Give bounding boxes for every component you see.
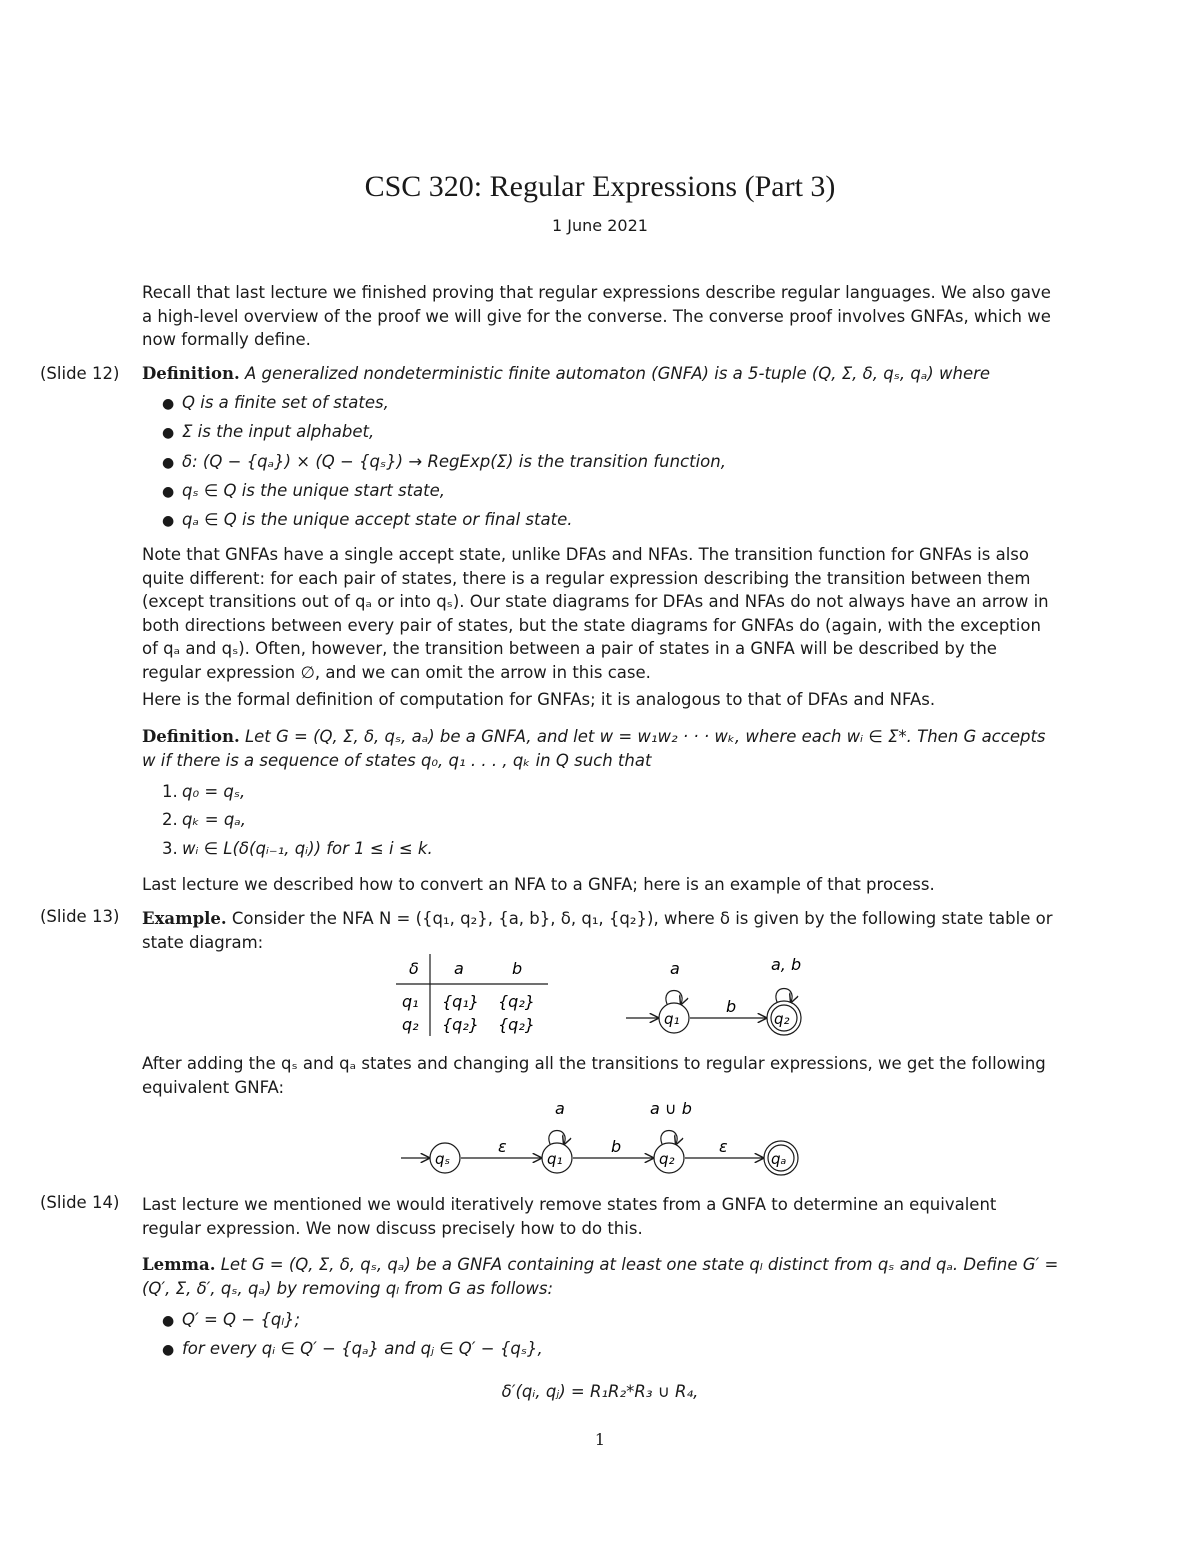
table-cell: q₂: [402, 1015, 419, 1034]
list-item: Q′ = Q − {qₗ};: [182, 1310, 301, 1329]
edge-label: b: [726, 997, 737, 1016]
list-number: 3.: [162, 839, 178, 858]
definition-label: Definition.: [142, 364, 240, 383]
definition-text: A generalized nondeterministic finite automaton (GNFA) is a 5-tuple (Q, Σ, δ, qₛ, qₐ) where: [244, 364, 991, 383]
formal-paragraph: Here is the formal definition of computation for GNFAs; it is analogous to that of DFAs and NFAs.: [142, 690, 936, 709]
table-cell: {q₁}: [442, 992, 479, 1011]
slide-12-label: (Slide 12): [40, 364, 120, 383]
date: 1 June 2021: [552, 216, 648, 235]
note-paragraph: Note that GNFAs have a single accept state, unlike DFAs and NFAs. The transition function for GNFAs is also quite different: for each pair of states, there is a regular expression describing the transition between them (except transitions out of qₐ or into qₛ). Our state diagrams for DFAs and NFAs do not always have an arrow in both directions between every pair of states, but the state diagrams for GNFAs do (again, with the exception of qₐ and qₛ). Often, however, the transition between a pair of states in a GNFA will be described by the regular expression ∅, and we can omit the arrow in this case.: [142, 545, 1049, 682]
bullet-icon: ●: [162, 513, 175, 529]
list-item: Q is a finite set of states,: [182, 393, 389, 412]
state-label: qₛ: [435, 1150, 451, 1168]
lemma-paragraph: [142, 1253, 1060, 1300]
table-cell: {q₂}: [442, 1015, 479, 1034]
bullet-icon: ●: [162, 1313, 175, 1329]
bullet-icon: ●: [162, 1342, 175, 1358]
example-paragraph: [142, 907, 1060, 954]
last-lecture-paragraph: Last lecture we described how to convert an NFA to a GNFA; here is an example of that process.: [142, 875, 935, 894]
slide-13-label: (Slide 13): [40, 907, 120, 926]
edge-label: b: [611, 1137, 622, 1156]
definition-text: Let G = (Q, Σ, δ, qₛ, aₐ) be a GNFA, and let w = w₁w₂ · · · wₖ, where each wᵢ ∈ Σ*. Then G accepts w if there is a sequence of states q₀, q₁ . . . , qₖ in Q such that: [142, 727, 1046, 770]
loop-label: a: [670, 959, 680, 978]
list-number: 1.: [162, 782, 178, 801]
bullet-icon: ●: [162, 425, 175, 441]
list-item: wᵢ ∈ L(δ(qᵢ₋₁, qᵢ)) for 1 ≤ i ≤ k.: [182, 839, 433, 858]
list-item: qₖ = qₐ,: [182, 810, 246, 829]
bullet-icon: ●: [162, 396, 175, 412]
example-text: Consider the NFA N = ({q₁, q₂}, {a, b}, δ, q₁, {q₂}), where δ is given by the following state table or state diagram:: [142, 909, 1053, 952]
lemma-text: Let G = (Q, Σ, δ, qₛ, qₐ) be a GNFA containing at least one state qₗ distinct from qₛ and qₐ. Define G′ = (Q′, Σ, δ′, qₛ, qₐ) by removing qₗ from G as follows:: [142, 1255, 1059, 1298]
state-table: [390, 952, 560, 1042]
list-number: 2.: [162, 810, 178, 829]
loop-label: a, b: [771, 955, 802, 974]
loop-label: a ∪ b: [650, 1099, 692, 1118]
definition-label: Definition.: [142, 727, 240, 746]
formula: δ′(qᵢ, qⱼ) = R₁R₂*R₃ ∪ R₄,: [501, 1382, 699, 1401]
state-label: qₐ: [771, 1150, 787, 1168]
list-item: for every qᵢ ∈ Q′ − {qₐ} and qⱼ ∈ Q′ − {qₛ},: [182, 1339, 543, 1358]
state-label: q₂: [659, 1150, 675, 1168]
state-label: q₂: [774, 1010, 790, 1028]
list-item: Σ is the input alphabet,: [182, 422, 375, 441]
table-cell: q₁: [402, 992, 419, 1011]
state-label: q₁: [664, 1010, 680, 1028]
gnfa-state-diagram: [395, 1094, 815, 1178]
list-item: δ: (Q − {qₐ}) × (Q − {qₛ}) → RegExp(Σ) is the transition function,: [182, 452, 726, 471]
table-cell: {q₂}: [498, 1015, 535, 1034]
bullet-icon: ●: [162, 484, 175, 500]
table-header: a: [454, 959, 464, 978]
definition-computation: [142, 725, 1060, 772]
after-paragraph: After adding the qₛ and qₐ states and changing all the transitions to regular expressions, we get the following equivalent GNFA:: [142, 1054, 1046, 1097]
edge-label: ε: [498, 1137, 507, 1156]
page-title: CSC 320: Regular Expressions (Part 3): [364, 170, 836, 203]
loop-label: a: [555, 1099, 565, 1118]
edge-label: ε: [719, 1137, 728, 1156]
slide-14-label: (Slide 14): [40, 1193, 120, 1212]
list-item: qₛ ∈ Q is the unique start state,: [182, 481, 446, 500]
definition-gnfa: [142, 364, 990, 383]
list-item: qₐ ∈ Q is the unique accept state or final state.: [182, 510, 573, 529]
list-item: q₀ = qₛ,: [182, 782, 246, 801]
intro-paragraph: Recall that last lecture we finished proving that regular expressions describe regular languages. We also gave a high-level overview of the proof we will give for the converse. The converse proof involves GNFAs, which we now formally define.: [142, 283, 1051, 349]
table-header: δ: [409, 959, 419, 978]
table-cell: {q₂}: [498, 992, 535, 1011]
slide-14-paragraph: Last lecture we mentioned we would iteratively remove states from a GNFA to determine an equivalent regular expression. We now discuss precisely how to do this.: [142, 1195, 997, 1238]
bullet-icon: ●: [162, 455, 175, 471]
nfa-state-diagram: [620, 950, 820, 1040]
lemma-label: Lemma.: [142, 1255, 216, 1274]
page-number: 1: [594, 1430, 606, 1449]
example-label: Example.: [142, 909, 227, 928]
state-label: q₁: [547, 1150, 563, 1168]
table-header: b: [512, 959, 523, 978]
